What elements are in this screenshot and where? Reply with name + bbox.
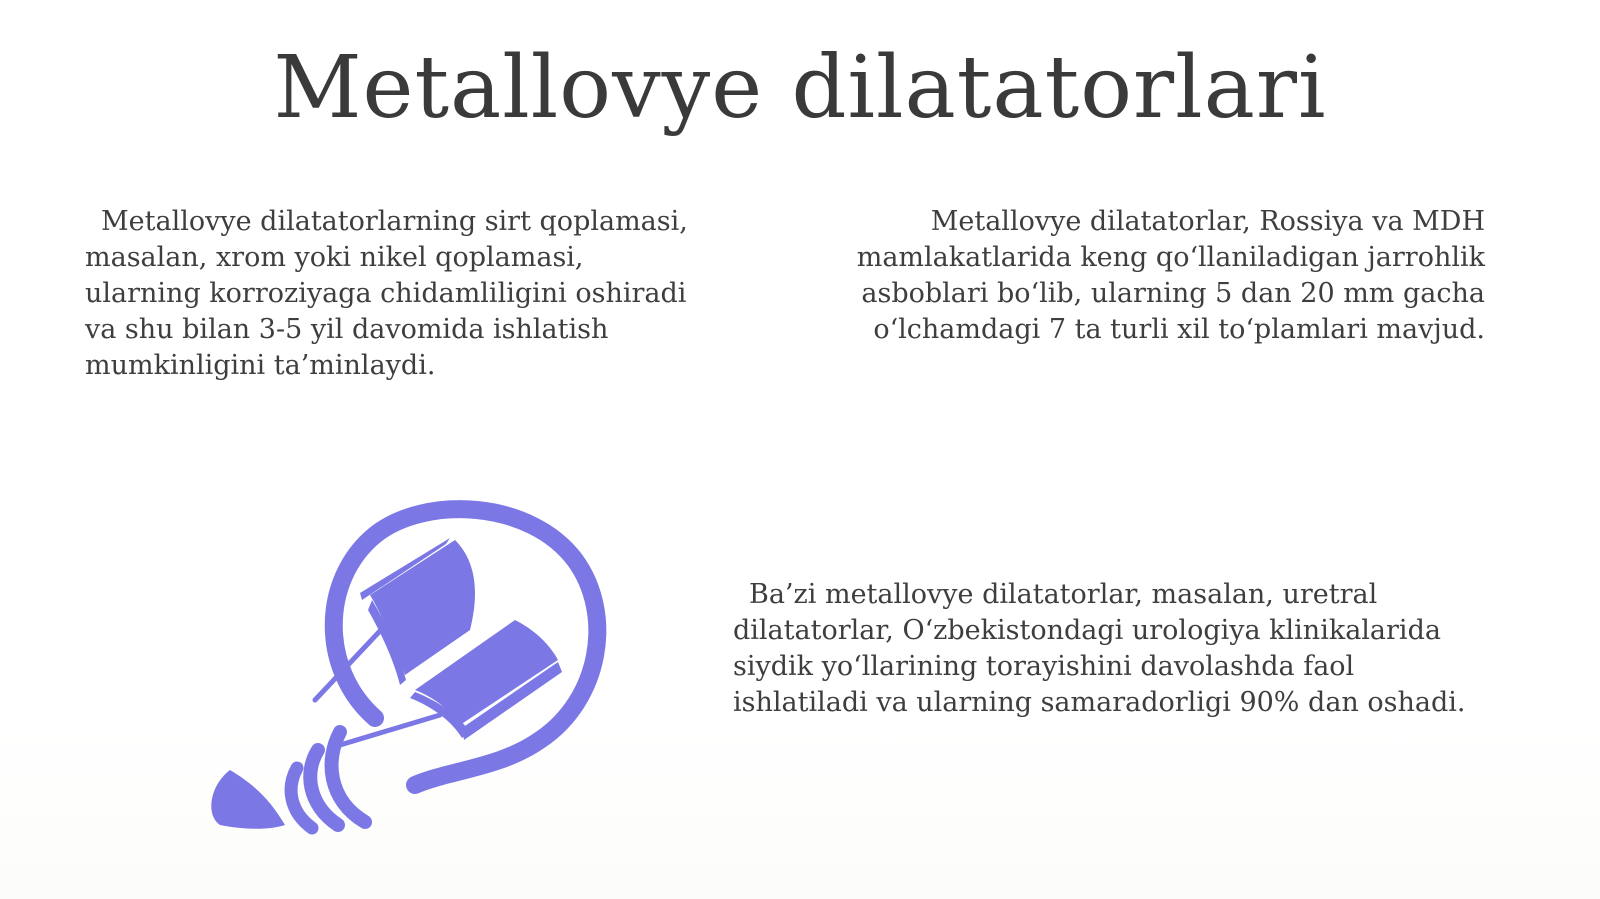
paragraph-left: Metallovye dilatatorlarning sirt qoplamasi, masalan, xrom yoki nikel qoplamasi, ularning korroziyaga chidamliligini oshiradi va shu bilan 3-5 yil davomida ishlatish mumkinligini ta’minlaydi. [85,206,688,381]
slide-title: Metallovye dilatatorlari [273,38,1327,138]
lightbulb-book-icon [200,500,620,850]
paragraph-bottom: Ba’zi metallovye dilatatorlar, masalan, uretral dilatatorlar, O‘zbekistondagi urologiya klinikalarida siydik yo‘llarining torayishini davolashda faol ishlatiladi va ularning samaradorligi 90% dan oshadi. [733,579,1466,718]
paragraph-right: Metallovye dilatatorlar, Rossiya va MDH mamlakatlarida keng qo‘llaniladigan jarrohlik asboblari bo‘lib, ularning 5 dan 20 mm gacha o‘lchamdagi 7 ta turli xil to‘plamlari mavjud. [856,206,1485,345]
